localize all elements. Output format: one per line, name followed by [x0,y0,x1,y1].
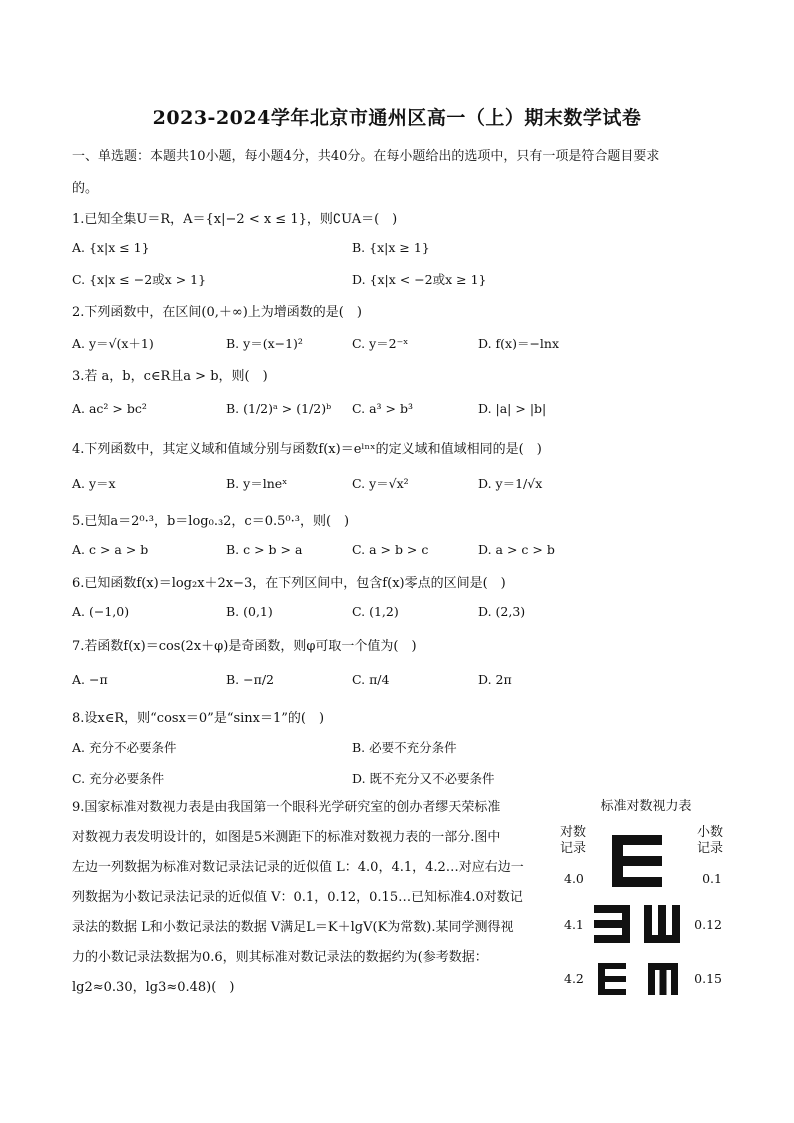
section-instructions: 一、单选题：本题共10小题，每小题4分，共40分。在每小题给出的选项中，只有一项是符合题目要求 [72,149,660,164]
question-2-stem: 2.下列函数中，在区间(0,＋∞)上为增函数的是( ) [72,305,362,320]
question-8-option-a: A. 充分不必要条件 [72,740,177,755]
question-1-option-d: D. {x|x < −2或x ≥ 1} [352,272,487,287]
question-8-option-c: C. 充分必要条件 [72,771,165,786]
question-6-stem: 6.已知函数f(x)＝log₂x＋2x−3，在下列区间中，包含f(x)零点的区间是( ) [72,576,506,591]
question-2-option-a: A. y＝√(x＋1) [72,336,154,351]
eye-chart-figure [556,795,736,1005]
question-8-stem: 8.设x∈R，则“cosx＝0”是“sinx＝1”的( ) [72,711,325,726]
question-9-line: lg2≈0.30，lg3≈0.48)( ) [72,980,235,995]
question-1-stem: 1.已知全集U＝R，A＝{x|−2 < x ≤ 1}，则∁UA＝( ) [72,212,398,227]
question-9-line: 9.国家标准对数视力表是由我国第一个眼科光学研究室的创办者缪天荣标准 [72,800,501,815]
question-7-option-a: A. −π [72,672,108,687]
question-2-option-d: D. f(x)＝−lnx [478,336,560,351]
eye-chart-row-2-log: 4.1 [564,917,584,932]
question-8-option-b: B. 必要不充分条件 [352,740,457,755]
eye-chart-row-2-decimal: 0.12 [694,917,722,932]
question-4-option-a: A. y＝x [72,476,116,491]
question-4-option-c: C. y＝√x² [352,476,409,491]
question-1-option-b: B. {x|x ≥ 1} [352,240,430,255]
question-4-option-d: D. y＝1/√x [478,476,543,491]
eye-chart-left-header: 对数 记录 [559,825,586,856]
question-6-option-d: D. (2,3) [478,604,526,619]
question-6-option-c: C. (1,2) [352,604,399,619]
question-5-option-d: D. a > c > b [478,542,555,557]
question-4-stem: 4.下列函数中，其定义域和值域分别与函数f(x)＝eˡⁿˣ的定义域和值域相同的是( ) [72,442,542,457]
eye-chart-row-3-log: 4.2 [564,971,584,986]
eye-chart-row-1-decimal: 0.1 [702,871,722,886]
question-9-line: 对数视力表发明设计的，如图是5米测距下的标准对数视力表的一部分.图中 [72,830,501,845]
question-3-option-a: A. ac² > bc² [72,401,147,416]
question-2-option-b: B. y＝(x−1)² [226,336,303,351]
question-5-option-c: C. a > b > c [352,542,429,557]
question-7-option-d: D. 2π [478,672,512,687]
tumbling-e-down-icon [648,963,678,995]
question-6-option-b: B. (0,1) [226,604,273,619]
question-3-option-d: D. |a| > |b| [478,401,547,416]
question-9-text [72,793,552,1003]
section-instructions-cont: 的。 [72,181,99,196]
eye-chart-right-header: 小数 记录 [696,825,723,856]
question-9-line: 左边一列数据为标准对数记录法记录的近似值 L：4.0，4.1，4.2…对应右边一 [72,860,524,875]
question-6-option-a: A. (−1,0) [72,604,130,619]
question-7-option-c: C. π/4 [352,672,390,687]
question-3-option-c: C. a³ > b³ [352,401,413,416]
question-9-line: 列数据为小数记录法记录的近似值 V：0.1，0.12，0.15…已知标准4.0对数记 [72,890,523,905]
question-9-line: 力的小数记录法数据为0.6，则其标准对数记录法的数据约为(参考数据： [72,950,488,965]
eye-chart-row-1-log: 4.0 [564,871,584,886]
question-7-option-b: B. −π/2 [226,672,274,687]
page-title: 2023-2024学年北京市通州区高一（上）期末数学试卷 [152,107,642,129]
tumbling-e-left-icon [594,905,630,943]
question-1-option-c: C. {x|x ≤ −2或x > 1} [72,272,207,287]
question-9-line: 录法的数据 L和小数记录法的数据 V满足L＝K＋lgV(K为常数).某同学测得视 [72,920,514,935]
question-5-stem: 5.已知a＝2⁰·³，b＝log₀.₃2，c＝0.5⁰·³，则( ) [72,514,350,529]
question-5-option-b: B. c > b > a [226,542,303,557]
question-8-option-d: D. 既不充分又不必要条件 [352,771,495,786]
question-2-option-c: C. y＝2⁻ˣ [352,336,409,351]
question-4-option-b: B. y＝lneˣ [226,476,288,491]
question-3-stem: 3.若 a，b，c∈R且a > b，则( ) [72,369,268,384]
question-5-option-a: A. c > a > b [72,542,149,557]
tumbling-e-right-small-icon [598,963,626,995]
tumbling-e-up-icon [644,905,680,943]
eye-chart-title: 标准对数视力表 [600,799,692,814]
question-1-option-a: A. {x|x ≤ 1} [72,240,150,255]
eye-chart-row-3-decimal: 0.15 [694,971,722,986]
question-3-option-b: B. (1/2)ᵃ > (1/2)ᵇ [226,401,332,416]
tumbling-e-right-icon [612,835,662,887]
question-7-stem: 7.若函数f(x)＝cos(2x＋φ)是奇函数，则φ可取一个值为( ) [72,639,417,654]
